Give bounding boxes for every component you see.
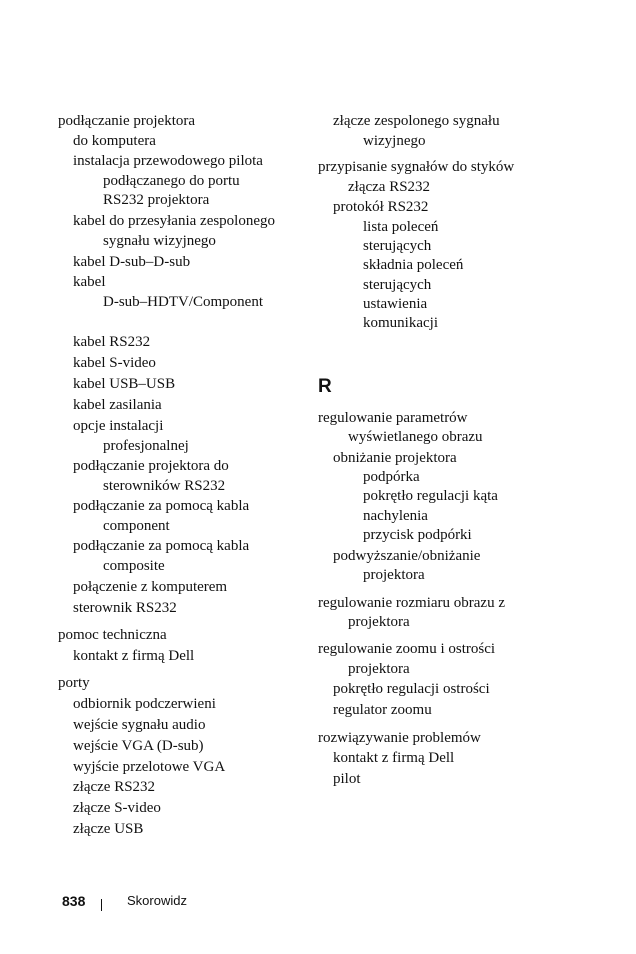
index-entry: regulowanie rozmiaru obrazu z bbox=[318, 595, 505, 611]
index-subentry: złącze zespolonego sygnału bbox=[333, 113, 500, 129]
index-subentry: instalacja przewodowego pilota bbox=[73, 153, 263, 169]
index-subentry: podwyższanie/obniżanie bbox=[333, 548, 481, 564]
index-entry: pomoc techniczna bbox=[58, 627, 167, 643]
page-footer bbox=[0, 893, 636, 913]
index-subentry: regulator zoomu bbox=[333, 702, 432, 718]
index-subentry: złącze RS232 bbox=[73, 779, 156, 795]
index-entry-continuation: wyświetlanego obrazu bbox=[348, 429, 483, 445]
index-subentry: podłączanie za pomocą kabla bbox=[73, 538, 250, 554]
index-subentry-continuation: podłączanego do portu bbox=[103, 173, 240, 189]
index-subentry: pilot bbox=[333, 771, 361, 787]
index-entry: podłączanie projektora bbox=[58, 113, 196, 129]
index-entry-continuation: projektora bbox=[348, 661, 410, 677]
index-subsubentry: sterujących bbox=[363, 277, 432, 293]
index-subentry: kontakt z firmą Dell bbox=[333, 750, 455, 766]
index-subentry-continuation: composite bbox=[103, 558, 165, 574]
index-subentry: kabel bbox=[73, 274, 106, 290]
index-subentry-continuation: component bbox=[103, 518, 170, 534]
index-subentry-continuation: sterowników RS232 bbox=[103, 478, 226, 494]
index-subentry: odbiornik podczerwieni bbox=[73, 696, 216, 712]
index-subentry-continuation: projektora bbox=[363, 567, 425, 583]
index-subsubentry: nachylenia bbox=[363, 508, 428, 524]
index-subentry: podłączanie za pomocą kabla bbox=[73, 498, 250, 514]
index-entry: przypisanie sygnałów do styków bbox=[318, 159, 515, 175]
index-subentry: podłączanie projektora do bbox=[73, 458, 229, 474]
index-subsubentry: składnia poleceń bbox=[363, 257, 464, 273]
index-subsubentry: komunikacji bbox=[363, 315, 438, 331]
index-subentry: kabel zasilania bbox=[73, 397, 162, 413]
index-subentry: złącze S-video bbox=[73, 800, 161, 816]
index-subentry: sterownik RS232 bbox=[73, 600, 177, 616]
index-subentry-continuation: RS232 projektora bbox=[103, 192, 210, 208]
index-subentry-continuation: profesjonalnej bbox=[103, 438, 189, 454]
index-subentry: złącze USB bbox=[73, 821, 144, 837]
index-subsubentry: pokrętło regulacji kąta bbox=[363, 488, 498, 504]
index-subentry: do komputera bbox=[73, 133, 156, 149]
index-subentry: pokrętło regulacji ostrości bbox=[333, 681, 490, 697]
index-entry: regulowanie zoomu i ostrości bbox=[318, 641, 496, 657]
index-entry: regulowanie parametrów bbox=[318, 410, 468, 426]
index-subentry: kabel do przesyłania zespolonego bbox=[73, 213, 276, 229]
index-entry-continuation: złącza RS232 bbox=[348, 179, 431, 195]
index-subentry: kabel D-sub–D-sub bbox=[73, 254, 191, 270]
index-subentry-continuation: wizyjnego bbox=[363, 133, 426, 149]
footer-separator bbox=[101, 899, 102, 911]
index-subentry: obniżanie projektora bbox=[333, 450, 457, 466]
section-title: Skorowidz bbox=[127, 893, 187, 908]
index-subentry: wejście VGA (D-sub) bbox=[73, 738, 204, 754]
index-subentry: kabel S-video bbox=[73, 355, 156, 371]
index-entry: porty bbox=[58, 675, 90, 691]
index-entry-continuation: projektora bbox=[348, 614, 410, 630]
index-subsubentry: przycisk podpórki bbox=[363, 527, 472, 543]
index-subsubentry: lista poleceń bbox=[363, 219, 439, 235]
index-subsubentry: podpórka bbox=[363, 469, 420, 485]
index-subentry: połączenie z komputerem bbox=[73, 579, 228, 595]
index-subsubentry: sterujących bbox=[363, 238, 432, 254]
index-subentry: kabel RS232 bbox=[73, 334, 151, 350]
index-subentry: kontakt z firmą Dell bbox=[73, 648, 195, 664]
index-subentry: opcje instalacji bbox=[73, 418, 164, 434]
index-subentry: protokół RS232 bbox=[333, 199, 429, 215]
index-subentry-continuation: D-sub–HDTV/Component bbox=[103, 294, 263, 310]
section-letter-heading: R bbox=[318, 376, 332, 397]
index-entry: rozwiązywanie problemów bbox=[318, 730, 481, 746]
index-subentry: wyjście przelotowe VGA bbox=[73, 759, 226, 775]
index-subsubentry: ustawienia bbox=[363, 296, 428, 312]
index-subentry: kabel USB–USB bbox=[73, 376, 176, 392]
page-number: 838 bbox=[62, 893, 86, 909]
index-subentry: wejście sygnału audio bbox=[73, 717, 206, 733]
index-subentry-continuation: sygnału wizyjnego bbox=[103, 233, 216, 249]
